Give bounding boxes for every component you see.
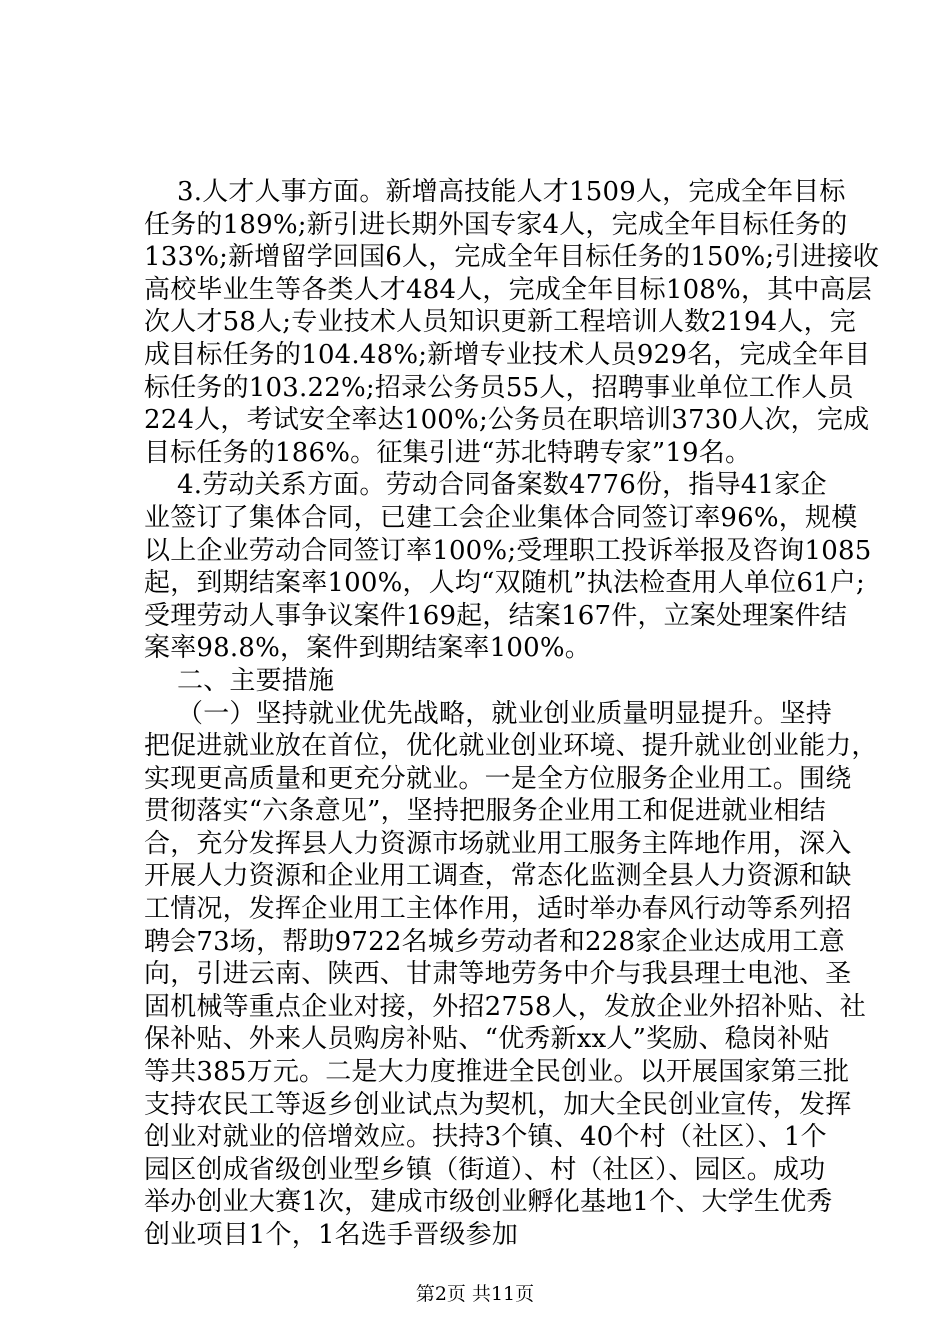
text-line: 案率98.8%，案件到期结案率100%。 (144, 633, 591, 664)
text-line: 支持农民工等返乡创业试点为契机，加大全民创业宣传，发挥 (144, 1089, 852, 1120)
paragraph-labor (144, 469, 872, 665)
text-line: 3.人才人事方面。新增高技能人才1509人，完成全年目标 (177, 177, 846, 207)
text-line: （一）坚持就业优先战略，就业创业质量明显提升。坚持 (177, 698, 833, 729)
text-line: 开展人力资源和企业用工调查，常态化监测全县人力资源和缺 (144, 861, 852, 892)
text-line: 高校毕业生等各类人才484人，完成全年目标108%，其中高层 (144, 274, 872, 305)
text-line: 成目标任务的104.48%;新增专业技术人员929名，完成全年目 (144, 339, 871, 370)
text-line: 次人才58人;专业技术人员知识更新工程培训人数2194人，完 (144, 307, 857, 338)
paragraph-talent (144, 176, 880, 469)
text-line: 向，引进云南、陕西、甘肃等地劳务中介与我县理士电池、圣 (144, 959, 852, 990)
text-line: 工情况，发挥企业用工主体作用，适时举办春风行动等系列招 (144, 894, 852, 925)
text-line: 起，到期结案率100%，人均“双随机”执法检查用人单位61户; (144, 568, 865, 599)
page-number: 第2页 共11页 (415, 1283, 535, 1305)
paragraph-employment (144, 698, 878, 1252)
text-line: 举办创业大赛1次，建成市级创业孵化基地1个、大学生优秀 (144, 1187, 833, 1218)
text-line: 固机械等重点企业对接，外招2758人，发放企业外招补贴、社 (144, 991, 866, 1022)
text-line: 贯彻落实“六条意见”，坚持把服务企业用工和促进就业相结 (144, 796, 826, 827)
text-line: 4.劳动关系方面。劳动合同备案数4776份，指导41家企 (177, 470, 827, 501)
text-line: 任务的189%;新引进长期外国专家4人，完成全年目标任务的 (144, 209, 848, 240)
text-line: 聘会73场，帮助9722名城乡劳动者和228家企业达成用工意 (144, 926, 845, 957)
text-line: 园区创成省级创业型乡镇（街道）、村（社区）、园区。成功 (144, 1154, 826, 1185)
section-heading (144, 665, 844, 698)
text-line: 把促进就业放在首位，优化就业创业环境、提升就业创业能力， (144, 731, 878, 762)
text-line: 标任务的103.22%;招录公务员55人，招聘事业单位工作人员 (144, 372, 854, 403)
text-line: 受理劳动人事争议案件169起，结案167件，立案处理案件结 (144, 600, 848, 631)
page-footer (0, 1282, 950, 1306)
text-line: 创业对就业的倍增效应。扶持3个镇、40个村（社区）、1个 (144, 1122, 827, 1153)
text-line: 实现更高质量和更充分就业。一是全方位服务企业用工。围绕 (144, 763, 852, 794)
text-line: 保补贴、外来人员购房补贴、“优秀新xx人”奖励、稳岗补贴 (144, 1024, 830, 1055)
text-line: 合，充分发挥县人力资源市场就业用工服务主阵地作用，深入 (144, 828, 852, 859)
text-line: 224人，考试安全率达100%;公务员在职培训3730人次，完成 (144, 405, 870, 436)
document-body (144, 176, 880, 1252)
text-line: 目标任务的186%。征集引进“苏北特聘专家”19名。 (144, 437, 752, 468)
text-line: 业签订了集体合同，已建工会企业集体合同签订率96%，规模 (144, 502, 858, 533)
heading-text: 二、主要措施 (177, 665, 335, 696)
text-line: 以上企业劳动合同签订率100%;受理职工投诉举报及咨询1085 (144, 535, 872, 566)
text-line: 等共385万元。二是大力度推进全民创业。以开展国家第三批 (144, 1057, 850, 1088)
text-line: 133%;新增留学回国6人，完成全年目标任务的150%;引进接收 (144, 242, 880, 273)
text-line: 创业项目1个，1名选手晋级参加 (144, 1220, 519, 1250)
